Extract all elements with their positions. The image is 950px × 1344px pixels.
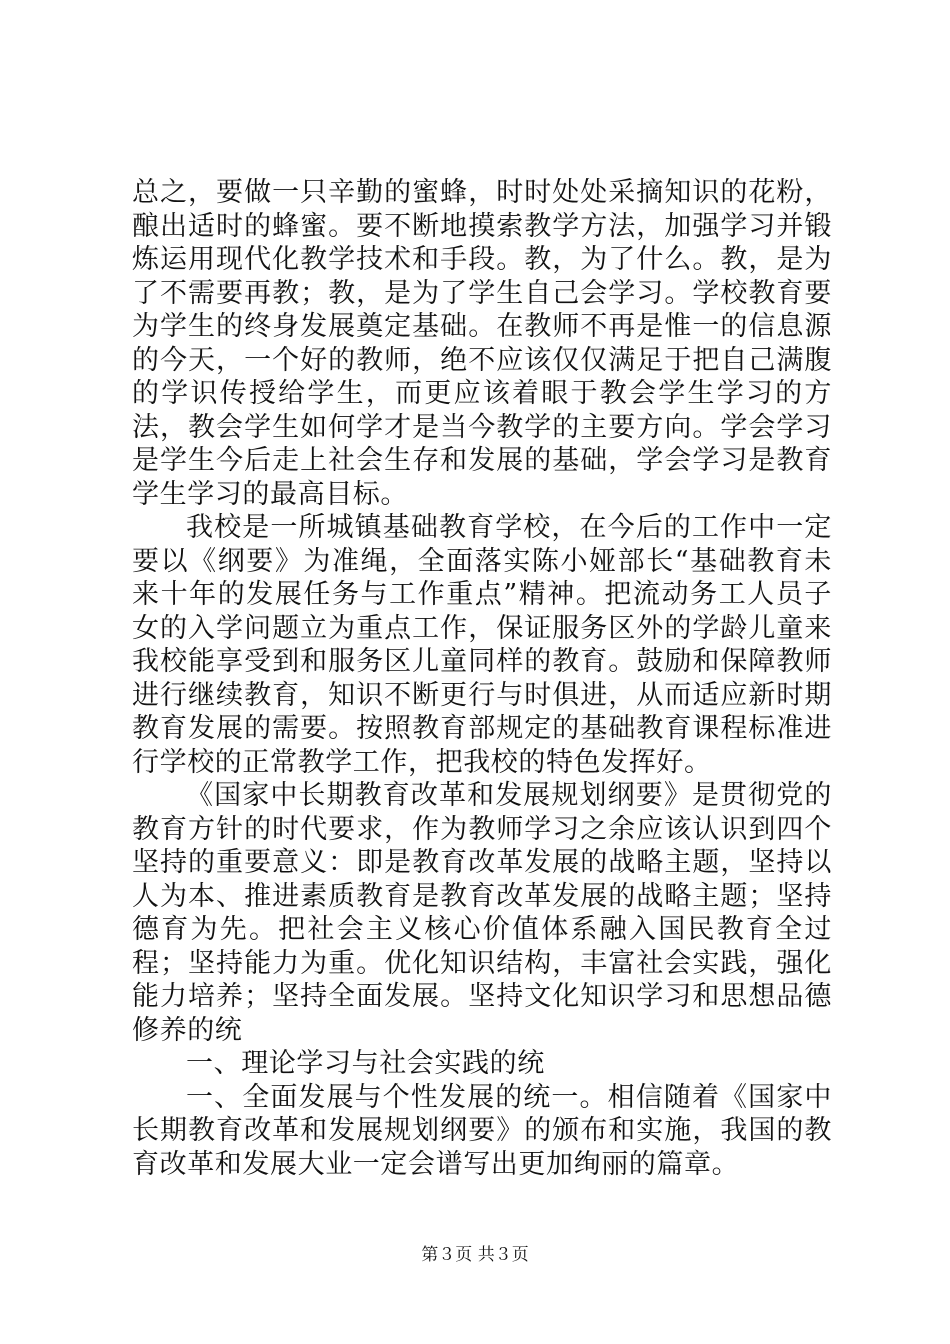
page-number-footer: 第３页 共３页	[421, 1245, 529, 1265]
paragraph: 一、理论学习与社会实践的统	[186, 1048, 545, 1079]
paragraph: 一、全面发展与个性发展的统一。相信随着《国家中长期教育改革和发展规划纲要》的颁布和实施，我国的教育改革和发展大业一定会谱写出更加绚丽的篇章。	[132, 1081, 832, 1180]
paragraph: 总之，要做一只辛勤的蜜蜂，时时处处采摘知识的花粉，酿出适时的蜂蜜。要不断地摸索教学方法，加强学习并锻炼运用现代化教学技术和手段。教，为了什么。教，是为了不需要再教；教，是为了学生自己会学习。学校教育要为学生的终身发展奠定基础。在教师不再是惟一的信息源的今天，一个好的教师，绝不应该仅仅满足于把自己满腹的学识传授给学生，而更应该着眼于教会学生学习的方法，教会学生如何学才是当今教学的主要方向。学会学习是学生今后走上社会生存和发展的基础，学会学习是教育学生学习的最高目标。	[132, 177, 832, 510]
document-body	[132, 176, 832, 1181]
paragraph: 《国家中长期教育改革和发展规划纲要》是贯彻党的教育方针的时代要求，作为教师学习之余应该认识到四个坚持的重要意义：即是教育改革发展的战略主题，坚持以人为本、推进素质教育是教育改革发展的战略主题；坚持德育为先。把社会主义核心价值体系融入国民教育全过程；坚持能力为重。优化知识结构，丰富社会实践，强化能力培养；坚持全面发展。坚持文化知识学习和思想品德修养的统	[132, 780, 832, 1046]
paragraph: 我校是一所城镇基础教育学校，在今后的工作中一定要以《纲要》为准绳，全面落实陈小娅部长“基础教育未来十年的发展任务与工作重点”精神。把流动务工人员子女的入学问题立为重点工作，保证服务区外的学龄儿童来我校能享受到和服务区儿童同样的教育。鼓励和保障教师进行继续教育，知识不断更行与时俱进，从而适应新时期教育发展的需要。按照教育部规定的基础教育课程标准进行学校的正常教学工作，把我校的特色发挥好。	[132, 512, 832, 778]
